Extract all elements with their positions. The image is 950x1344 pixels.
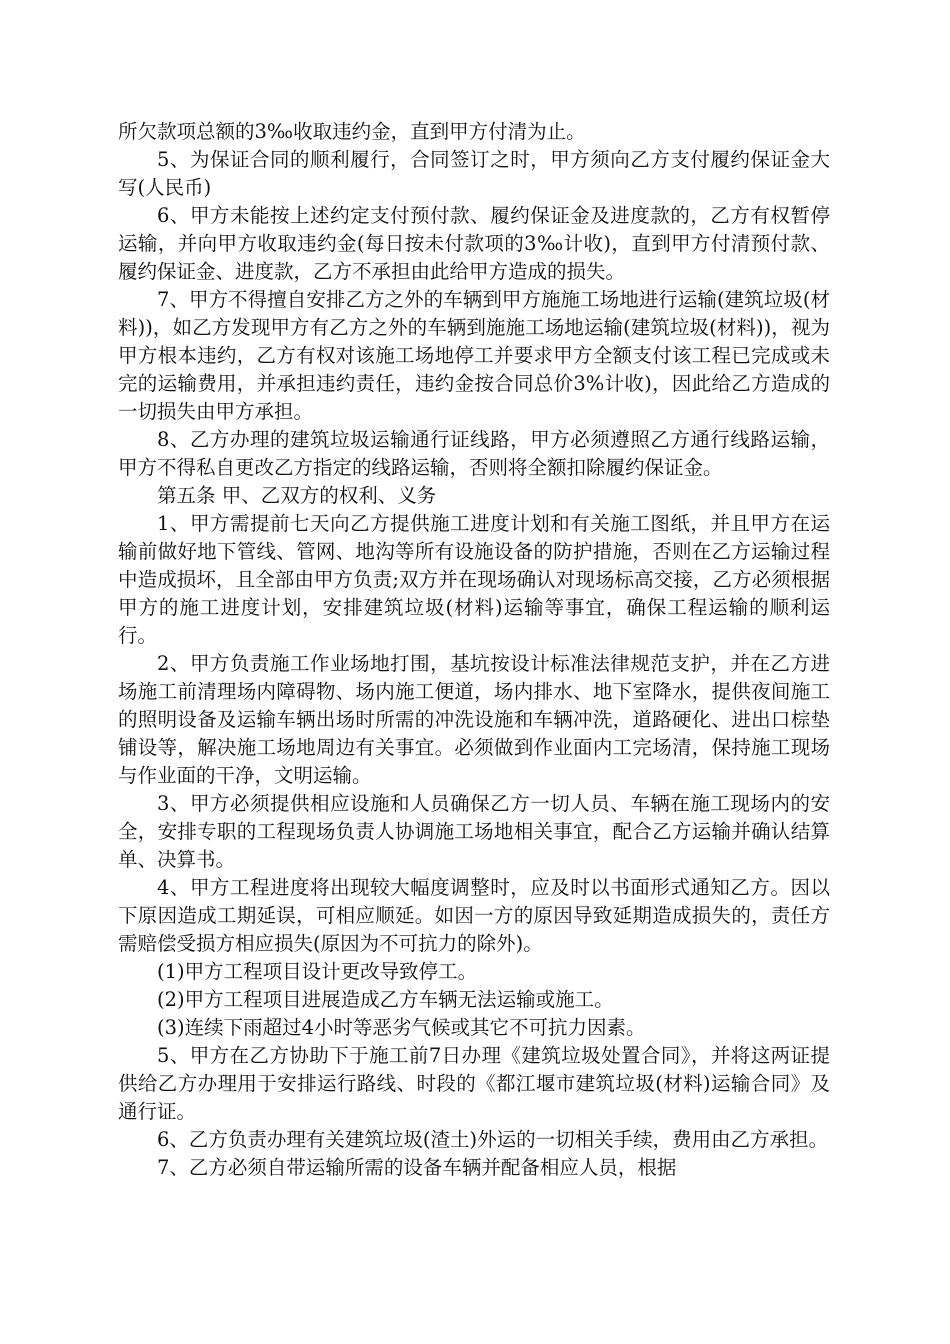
paragraph-clause-6-suspension: 6、甲方未能按上述约定支付预付款、履约保证金及进度款的，乙方有权暂停运输，并向甲方收取违约金(每日按未付款项的3‰计收)，直到甲方付清预付款、履约保证金、进度款，乙方不承担由此给甲方造成的损失。 — [118, 204, 830, 283]
paragraph-article-5-item-1: 1、甲方需提前七天向乙方提供施工进度计划和有关施工图纸，并且甲方在运输前做好地下管线、管网、地沟等所有设施设备的防护措施，否则在乙方运输过程中造成损坏，且全部由甲方负责;双方并在现场确认对现场标高交接，乙方必须根据甲方的施工进度计划，安排建筑垃圾(材料)运输等事宜，确保工程运输的顺利运行。 — [118, 512, 830, 647]
paragraph-article-5-item-4: 4、甲方工程进度将出现较大幅度调整时，应及时以书面形式通知乙方。因以下原因造成工期延误，可相应顺延。如因一方的原因导致延期造成损失的，责任方需赔偿受损方相应损失(原因为不可抗力的除外)。 — [118, 876, 830, 955]
paragraph-clause-7-vehicles: 7、甲方不得擅自安排乙方之外的车辆到甲方施施工场地进行运输(建筑垃圾(材料))，如乙方发现甲方有乙方之外的车辆到施施工场地运输(建筑垃圾(材料))，视为甲方根本违约，乙方有权对该施工场地停工并要求甲方全额支付该工程已完成或未完的运输费用，并承担违约责任，违约金按合同总价3%计收)，因此给乙方造成的一切损失由甲方承担。 — [118, 288, 830, 423]
paragraph-article-5-item-7: 7、乙方必须自带运输所需的设备车辆并配备相应人员，根据 — [157, 1156, 677, 1179]
contract-body — [118, 118, 830, 1182]
paragraph-clause-5-deposit: 5、为保证合同的顺利履行，合同签订之时，甲方须向乙方支付履约保证金大写(人民币) — [118, 148, 830, 199]
paragraph-subitem-3: (3)连续下雨超过4小时等恶劣气候或其它不可抗力因素。 — [157, 1016, 646, 1039]
article-5-heading: 第五条 甲、乙双方的权利、义务 — [157, 484, 437, 507]
paragraph-subitem-2: (2)甲方工程项目进展造成乙方车辆无法运输或施工。 — [157, 988, 614, 1011]
paragraph-article-5-item-6: 6、乙方负责办理有关建筑垃圾(渣土)外运的一切相关手续，费用由乙方承担。 — [157, 1128, 829, 1151]
paragraph-subitem-1: (1)甲方工程项目设计更改导致停工。 — [157, 960, 478, 983]
paragraph-clause-8-route: 8、乙方办理的建筑垃圾运输通行证线路，甲方必须遵照乙方通行线路运输，甲方不得私自更改乙方指定的线路运输，否则将全额扣除履约保证金。 — [118, 428, 830, 479]
paragraph-article-5-item-5: 5、甲方在乙方协助下于施工前7日办理《建筑垃圾处置合同》，并将这两证提供给乙方办理用于安排运行路线、时段的《都江堰市建筑垃圾(材料)运输合同》及通行证。 — [118, 1044, 830, 1123]
paragraph-penalty-continued: 所欠款项总额的3‰收取违约金，直到甲方付清为止。 — [118, 120, 586, 143]
paragraph-article-5-item-2: 2、甲方负责施工作业场地打围，基坑按设计标准法律规范支护，并在乙方进场施工前清理场内障碍物、场内施工便道，场内排水、地下室降水，提供夜间施工的照明设备及运输车辆出场时所需的冲洗设施和车辆冲洗，道路硬化、进出口棕垫铺设等，解决施工场地周边有关事宜。必须做到作业面内工完场清，保持施工现场与作业面的干净，文明运输。 — [118, 652, 830, 787]
paragraph-article-5-item-3: 3、甲方必须提供相应设施和人员确保乙方一切人员、车辆在施工现场内的安全，安排专职的工程现场负责人协调施工场地相关事宜，配合乙方运输并确认结算单、决算书。 — [118, 792, 830, 871]
